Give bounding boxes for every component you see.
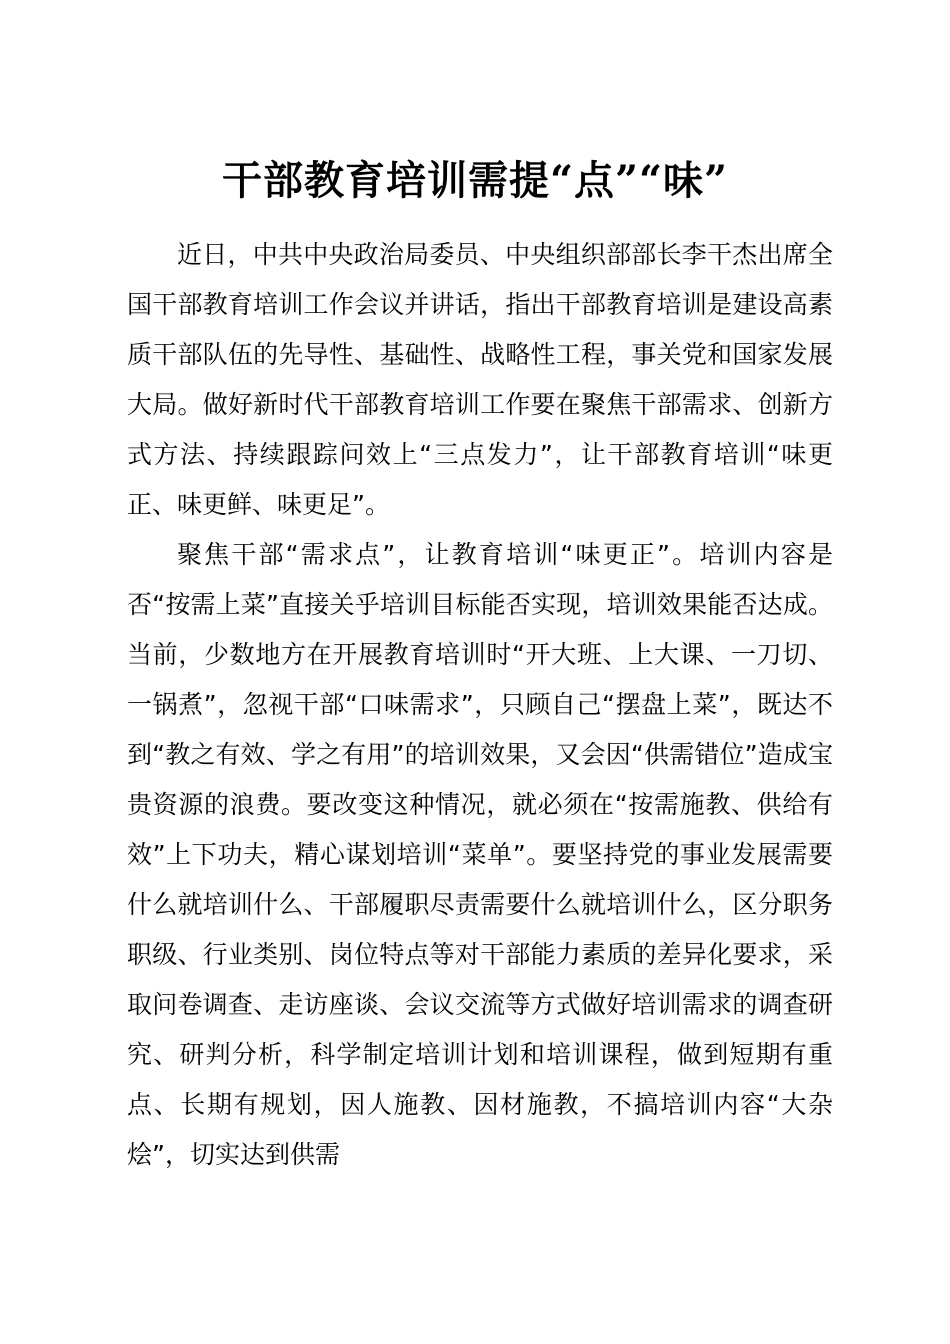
- paragraph-intro: 近日，中共中央政治局委员、中央组织部部长李干杰出席全国干部教育培训工作会议并讲话，指出干部教育培训是建设高素质干部队伍的先导性、基础性、战略性工程，事关党和国家发展大局。做好新时代干部教育培训工作要在聚焦干部需求、创新方式方法、持续跟踪问效上“三点发力”，让干部教育培训“味更正、味更鲜、味更足”。: [127, 240, 833, 519]
- document-title: 干部教育培训需提“点”“味”: [221, 157, 729, 204]
- paragraph-demand-point: 聚焦干部“需求点”，让教育培训“味更正”。培训内容是否“按需上菜”直接关乎培训目标能否实现，培训效果能否达成。当前，少数地方在开展教育培训时“开大班、上大课、一刀切、一锅煮”，忽视干部“口味需求”，只顾自己“摆盘上菜”，既达不到“教之有效、学之有用”的培训效果，又会因“供需错位”造成宝贵资源的浪费。要改变这种情况，就必须在“按需施教、供给有效”上下功夫，精心谋划培训“菜单”。要坚持党的事业发展需要什么就培训什么、干部履职尽责需要什么就培训什么，区分职务职级、行业类别、岗位特点等对干部能力素质的差异化要求，采取问卷调查、走访座谈、会议交流等方式做好培训需求的调查研究、研判分析，科学制定培训计划和培训课程，做到短期有重点、长期有规划，因人施教、因材施教，不搞培训内容“大杂烩”，切实达到供需: [127, 540, 833, 1169]
- document-body: [127, 230, 833, 1180]
